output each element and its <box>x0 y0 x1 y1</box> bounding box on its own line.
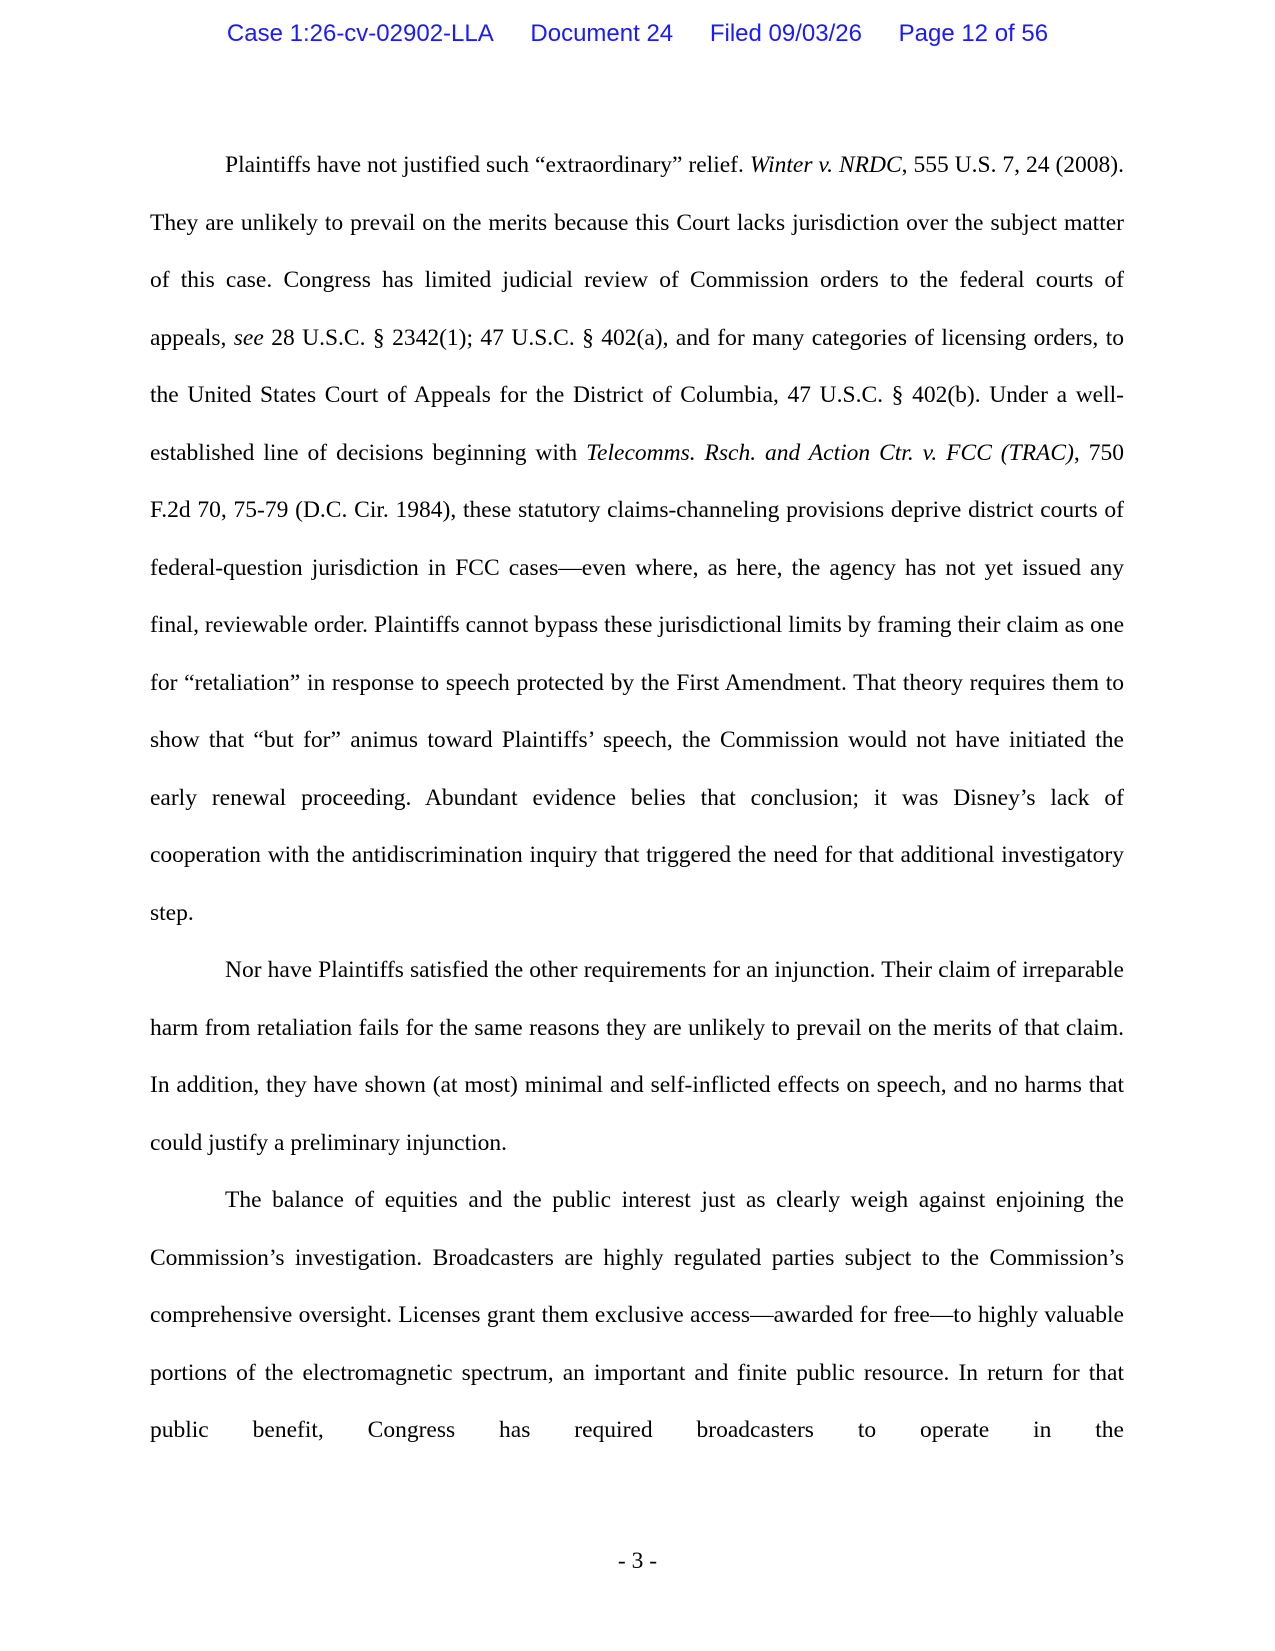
ecf-filing-header <box>0 20 1275 48</box>
italic-citation: see <box>233 324 264 351</box>
italic-citation: Winter v. NRDC <box>749 152 902 178</box>
document-number: Document 24 <box>530 20 674 47</box>
page-count: Page 12 of 56 <box>898 20 1049 47</box>
text-run: Plaintiffs have not justified such “extraordinary” relief. <box>225 152 750 178</box>
italic-citation: Telecomms. Rsch. and Action Ctr. v. FCC (TRAC) <box>586 439 1074 466</box>
paragraph-3 <box>150 1172 1124 1460</box>
text-run: , 555 U.S. 7, 24 (2008). They are unlikely to prevail on the merits because this Court lacks jurisdiction over the subject matter of this case. Congress has limited judicial review of Commission orders to the federal courts of appeals, <box>150 152 1124 351</box>
document-body <box>150 137 1124 1460</box>
paragraph-1 <box>150 137 1124 942</box>
text-run: 28 U.S.C. § 2342(1); 47 U.S.C. § 402(a), and for many categories of licensing orders, to the United States Court of Appeals for the District of Columbia, 47 U.S.C. § 402(b). Under a well-established line of decisions beginning with <box>150 324 1124 466</box>
text-run: , 750 F.2d 70, 75-79 (D.C. Cir. 1984), these statutory claims-channeling provisions deprive district courts of federal-question jurisdiction in FCC cases—even where, as here, the agency has not yet issued any final, reviewable order. Plaintiffs cannot bypass these jurisdictional limits by framing their claim as one for “retaliation” in response to speech protected by the First Amendment. That theory requires them to show that “but for” animus toward Plaintiffs’ speech, the Commission would not have initiated the early renewal proceeding. Abundant evidence belies that conclusion; it was Disney’s lack of cooperation with the antidiscrimination inquiry that triggered the need for that additional investigatory step. <box>150 439 1124 926</box>
paragraph-2 <box>150 942 1124 1172</box>
case-number: Case 1:26-cv-02902-LLA <box>226 20 494 47</box>
page-number: - 3 - <box>617 1548 658 1574</box>
filed-date: Filed 09/03/26 <box>709 20 862 47</box>
text-run: Nor have Plaintiffs satisfied the other requirements for an injunction. Their claim of irreparable harm from retaliation fails for the same reasons they are unlikely to prevail on the merits of that claim. In addition, they have shown (at most) minimal and self-inflicted effects on speech, and no harms that could justify a preliminary injunction. <box>150 957 1124 1156</box>
text-run: The balance of equities and the public interest just as clearly weigh against enjoining the Commission’s investigation. Broadcasters are highly regulated parties subject to the Commission’s comprehensive oversight. Licenses grant them exclusive access—awarded for free—to highly valuable portions of the electromagnetic spectrum, an important and finite public resource. In return for that public benefit, Congress has required broadcasters to operate in the <box>150 1187 1124 1443</box>
